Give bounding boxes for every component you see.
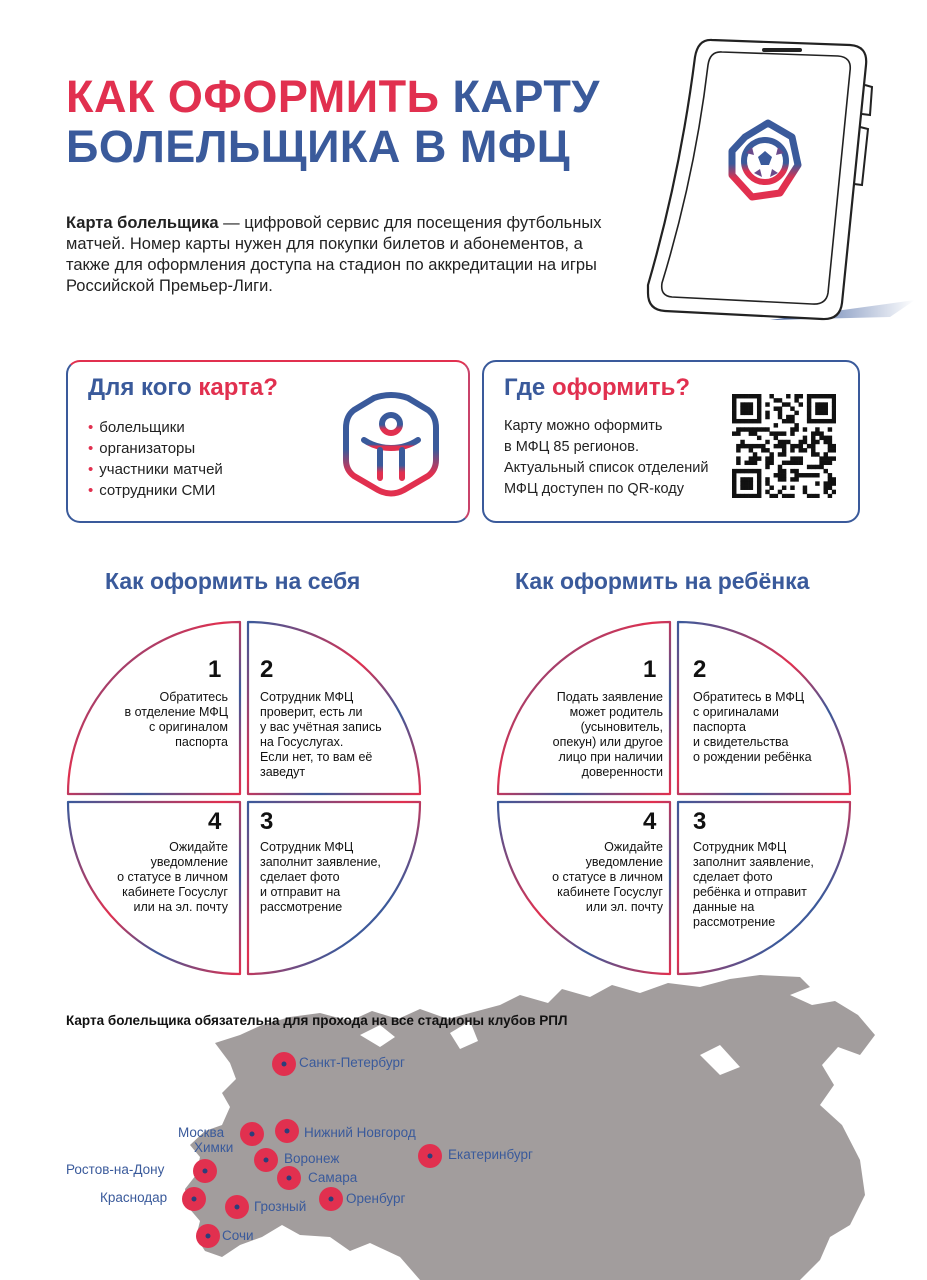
title-line-1: [66, 72, 626, 122]
qr-code[interactable]: [732, 394, 836, 498]
child-step-3-text: Сотрудник МФЦ заполнит заявление, сделает фото ребёнка и отправит данные на рассмотрение: [693, 840, 814, 929]
title-blue-part: КАРТУ: [452, 71, 600, 122]
phone-illustration: [640, 35, 920, 330]
city-label-sochi: Сочи: [222, 1228, 254, 1243]
intro-bold: Карта болельщика: [66, 214, 219, 232]
where-line: в МФЦ 85 регионов.: [504, 439, 639, 455]
self-step-3-number: 3: [260, 808, 274, 835]
self-step-2-number: 2: [260, 656, 274, 683]
where-card: [482, 360, 860, 523]
where-title-red: оформить?: [551, 374, 690, 401]
who-title-red: карта?: [198, 374, 278, 401]
list-item: • болельщики: [88, 417, 223, 438]
where-title: [504, 374, 690, 402]
child-section-title: Как оформить на ребёнка: [515, 568, 810, 594]
child-step-4-number: 4: [643, 808, 657, 835]
who-title: [88, 374, 278, 402]
child-step-1-text: Подать заявление может родитель (усыновитель, опекун) или другое лицо при наличии доверенности: [552, 690, 663, 779]
title-line-2: БОЛЕЛЬЩИКА В МФЦ: [66, 121, 571, 172]
city-label-samara: Самара: [308, 1170, 358, 1185]
page-title: [66, 72, 626, 172]
city-label-grozny: Грозный: [254, 1199, 307, 1214]
self-step-3-text: Сотрудник МФЦ заполнит заявление, сделает фото и отправит на рассмотрение: [260, 840, 381, 914]
map-caption: Карта болельщика обязательна для прохода на все стадионы клубов РПЛ: [66, 1013, 568, 1028]
child-step-4-text: Ожидайте уведомление о статусе в личном кабинете Госуслуг или эл. почту: [552, 840, 663, 914]
self-step-4-number: 4: [208, 808, 222, 835]
self-steps-diagram: [64, 618, 422, 978]
self-section-title: Как оформить на себя: [105, 568, 361, 594]
where-text: [504, 416, 708, 500]
child-step-2-number: 2: [693, 656, 707, 683]
city-label-khimki: Химки: [194, 1140, 234, 1155]
self-step-2-text: Сотрудник МФЦ проверит, есть ли у вас учётная запись на Госуслугах. Если нет, то вам её заведут: [260, 690, 382, 779]
list-item: • сотрудники СМИ: [88, 480, 223, 501]
city-label-ekb: Екатеринбург: [448, 1147, 533, 1162]
list-item: • участники матчей: [88, 459, 223, 480]
who-list: [88, 417, 223, 501]
city-label-rostov: Ростов-на-Дону: [66, 1162, 165, 1177]
child-step-3-number: 3: [693, 808, 707, 835]
person-emblem-icon: [336, 390, 446, 502]
where-title-blue: Где: [504, 374, 546, 401]
list-item: • организаторы: [88, 438, 223, 459]
city-label-voronezh: Воронеж: [284, 1151, 340, 1166]
ekb-marker[interactable]: [416, 1142, 444, 1170]
who-title-blue: Для кого: [88, 374, 192, 401]
self-step-1-text: Обратитесь в отделение МФЦ с оригиналом паспорта: [124, 690, 228, 749]
who-card: [66, 360, 470, 523]
intro-paragraph: [66, 213, 626, 297]
city-label-krasnodar: Краснодар: [100, 1190, 168, 1205]
where-line: Актуальный список отделений: [504, 460, 709, 476]
where-line: МФЦ доступен по QR-коду: [504, 481, 684, 497]
child-step-2-text: Обратитесь в МФЦ с оригиналами паспорта и свидетельства о рождении ребёнка: [693, 690, 812, 764]
city-label-nn: Нижний Новгород: [304, 1125, 416, 1140]
self-step-4-text: Ожидайте уведомление о статусе в личном кабинете Госуслуг или на эл. почту: [117, 840, 228, 914]
self-step-1-number: 1: [208, 656, 222, 683]
intro-text: — цифровой сервис для посещения футбольных матчей. Номер карты нужен для покупки билетов и абонементов, а также для оформления доступа на стадион по аккредитации на игры Российской Премьер-Лиги.: [66, 214, 602, 295]
city-label-spb: Санкт-Петербург: [299, 1055, 405, 1070]
city-label-moscow: Москва: [178, 1125, 225, 1140]
child-step-1-number: 1: [643, 656, 657, 683]
where-line: Карту можно оформить: [504, 418, 663, 434]
city-label-orenburg: Оренбург: [346, 1191, 406, 1206]
title-red-part: КАК ОФОРМИТЬ: [66, 71, 440, 122]
